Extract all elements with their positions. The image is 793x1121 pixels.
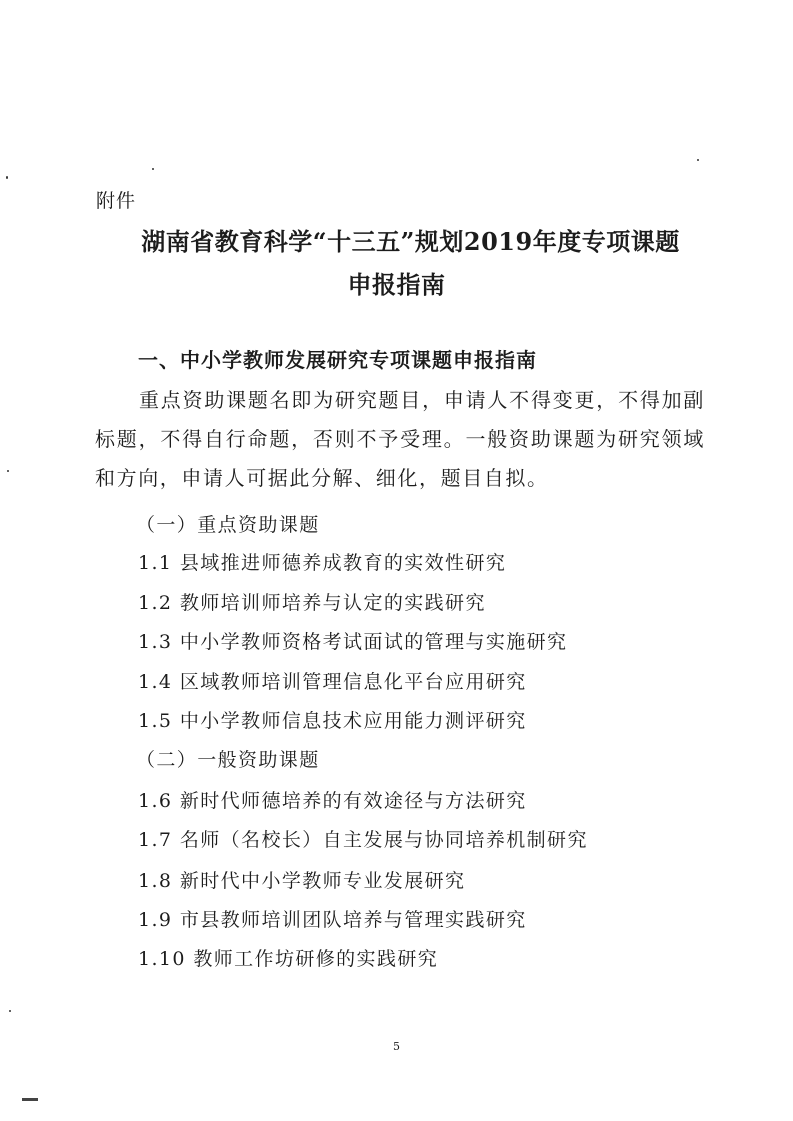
scan-speck	[9, 1010, 11, 1012]
topic-item: 1.4 区域教师培训管理信息化平台应用研究	[138, 671, 527, 693]
document-subtitle: 申报指南	[347, 270, 446, 299]
topic-item: 1.7 名师（名校长）自主发展与协同培养机制研究	[138, 829, 588, 851]
scan-speck	[7, 470, 9, 472]
key-topics-heading: （一）重点资助课题	[136, 514, 320, 536]
scan-mark	[22, 1098, 38, 1101]
general-topics-heading: （二）一般资助课题	[136, 749, 320, 771]
section-heading: 一、中小学教师发展研究专项课题申报指南	[138, 348, 537, 372]
topic-item: 1.5 中小学教师信息技术应用能力测评研究	[138, 710, 527, 732]
document-title: 湖南省教育科学“十三五”规划2019年度专项课题	[141, 227, 680, 256]
topic-item: 1.2 教师培训师培养与认定的实践研究	[138, 592, 486, 614]
topic-item: 1.10 教师工作坊研修的实践研究	[138, 948, 439, 970]
scan-speck	[6, 176, 8, 179]
topic-item: 1.8 新时代中小学教师专业发展研究	[138, 870, 466, 892]
intro-paragraph: 重点资助课题名即为研究题目，申请人不得变更，不得加副标题，不得自行命题，否则不予受理。一般资助课题为研究领域和方向，申请人可据此分解、细化，题目自拟。	[95, 388, 705, 490]
scan-speck	[152, 168, 154, 170]
topic-item: 1.3 中小学教师资格考试面试的管理与实施研究	[138, 631, 568, 653]
topic-item: 1.1 县域推进师德养成教育的实效性研究	[138, 552, 507, 574]
topic-item: 1.9 市县教师培训团队培养与管理实践研究	[138, 909, 527, 931]
attachment-label: 附件	[96, 190, 137, 212]
topic-item: 1.6 新时代师德培养的有效途径与方法研究	[138, 790, 527, 812]
page-number: 5	[393, 1040, 400, 1053]
scan-speck	[697, 159, 699, 161]
